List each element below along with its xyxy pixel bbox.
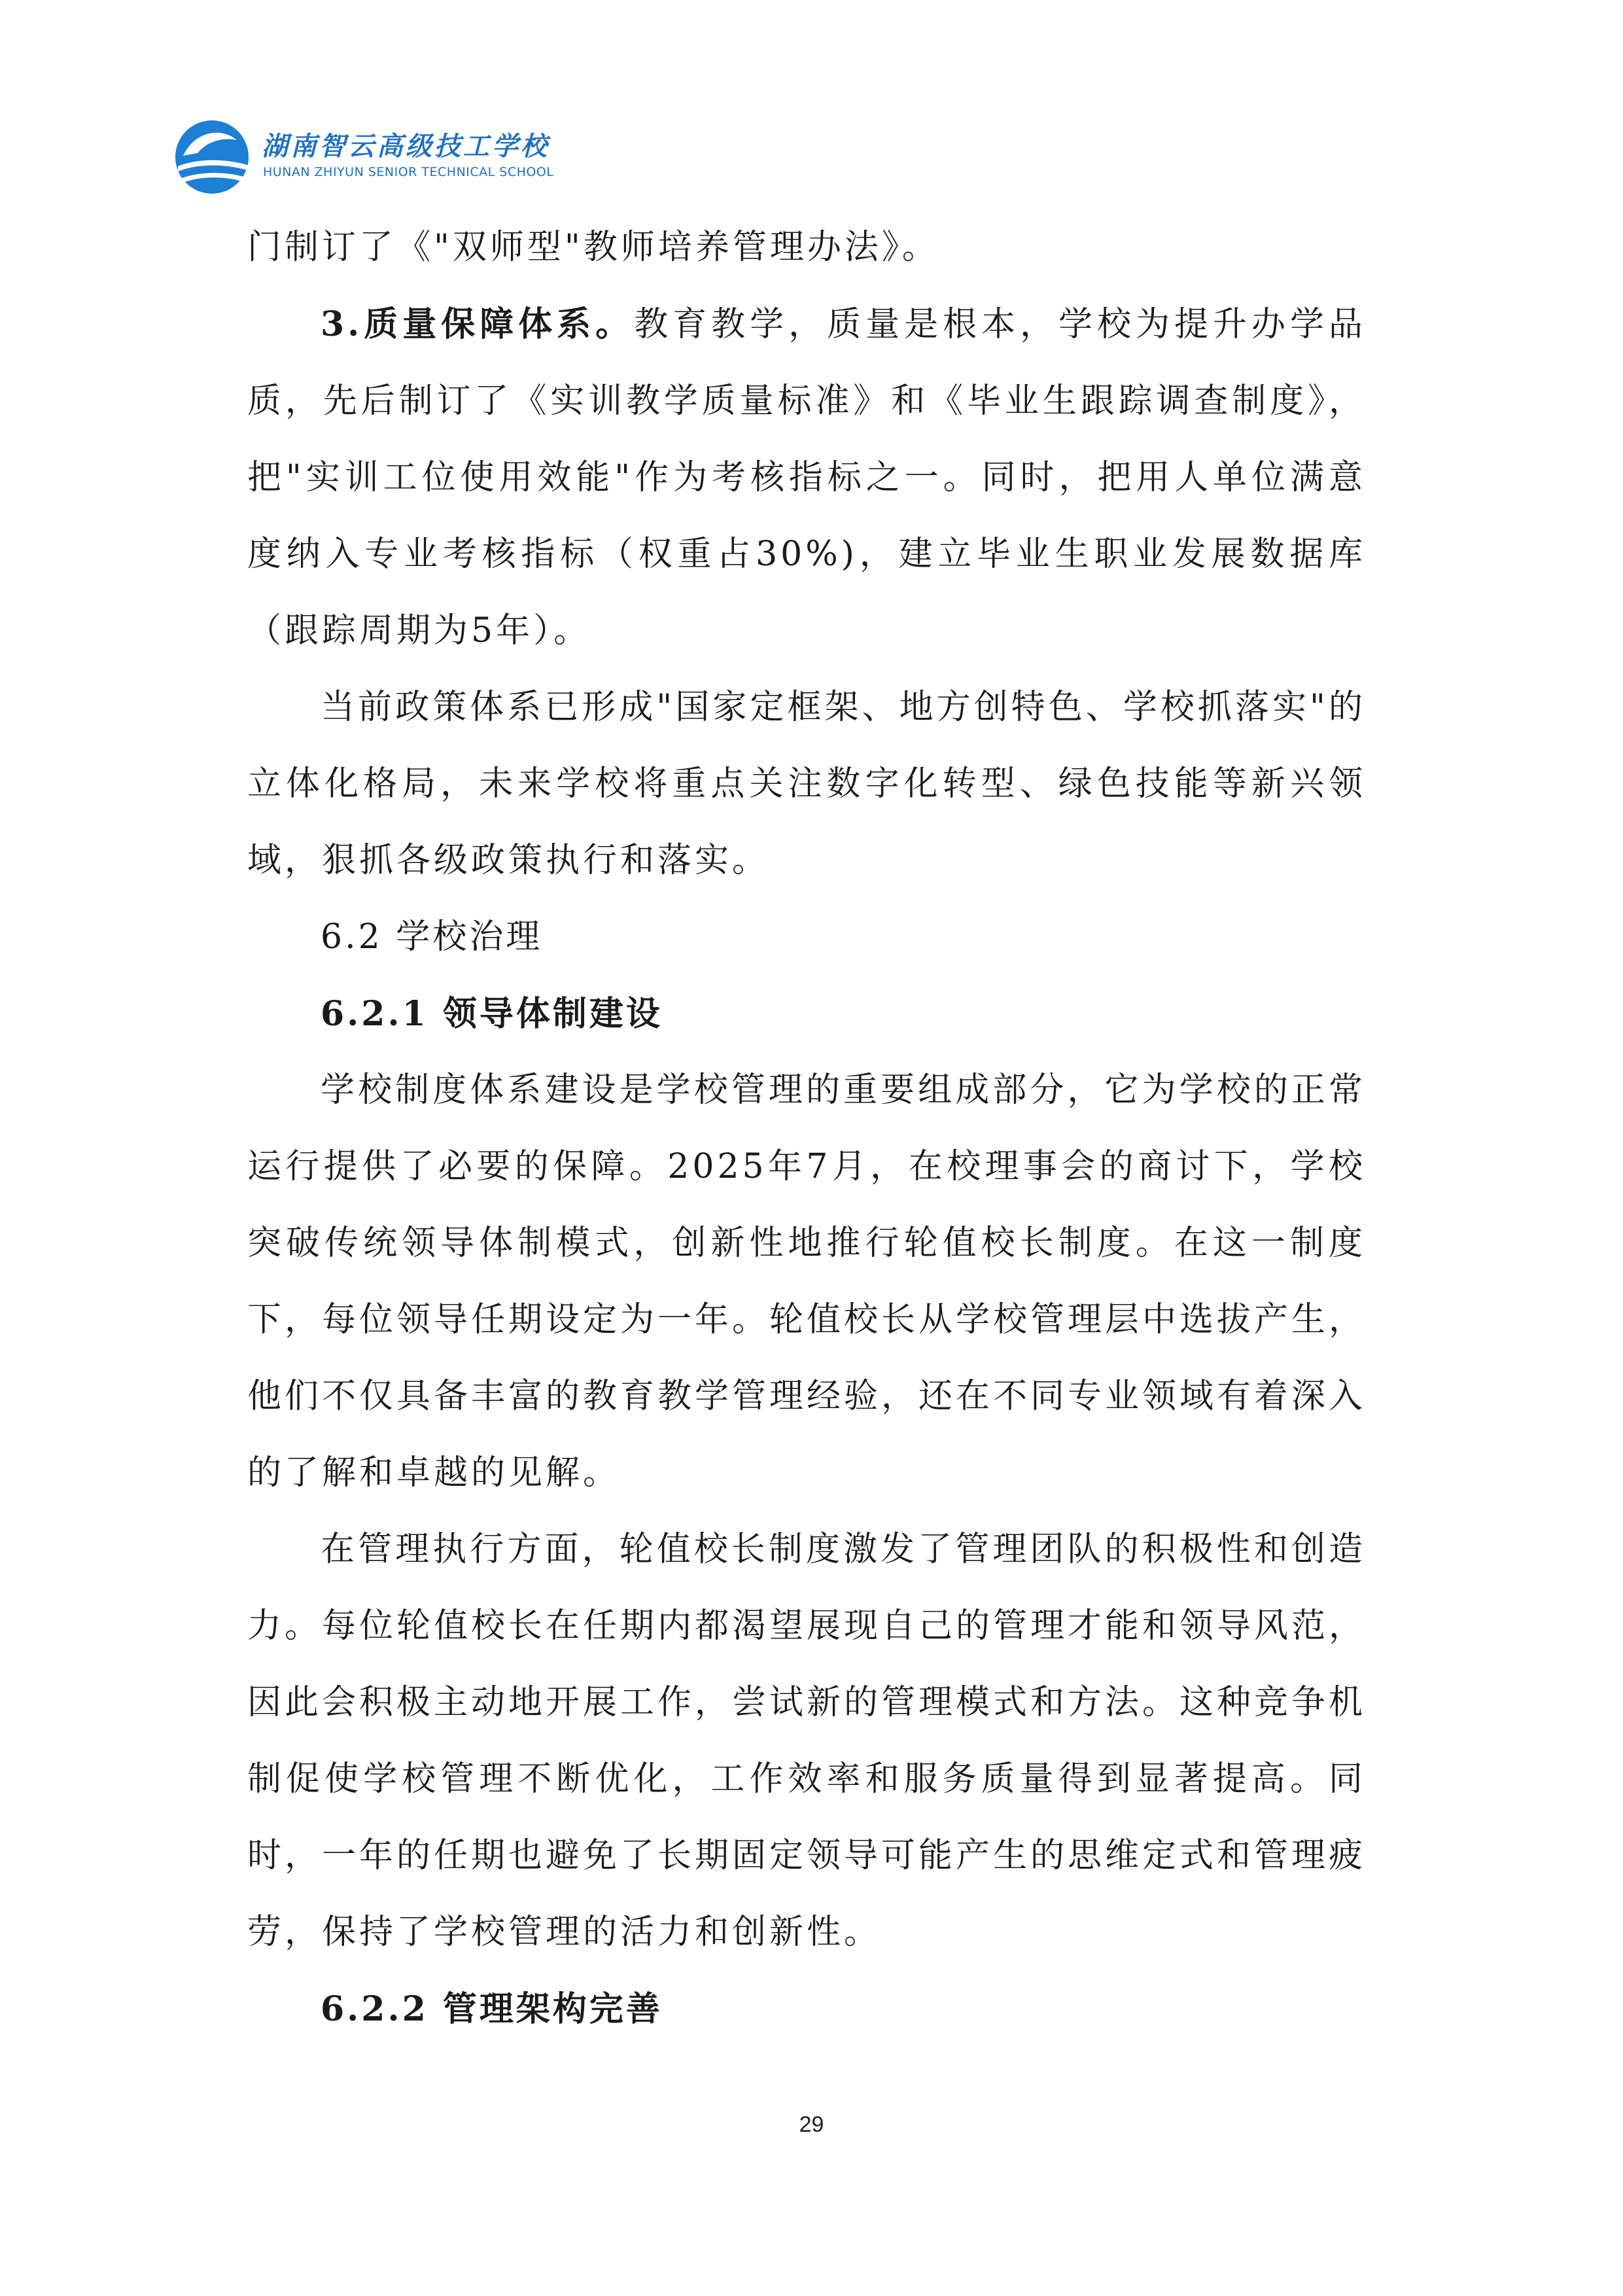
paragraph-quality-assurance [247,286,1366,669]
section-heading-6-2-2: 6.2.2 管理架构完善 [321,1989,663,2029]
paragraph-continuation: 门制订了《"双师型"教师培养管理办法》。 [247,228,939,267]
quality-assurance-text: 教育教学，质量是根本，学校为提升办学品质，先后制订了《实训教学质量标准》和《毕业生跟踪调查制度》，把"实训工位使用效能"作为考核指标之一。同时，把用人单位满意度纳入专业考核指标（权重占30%)，建立毕业生职业发展数据库（跟踪周期为5年）。 [247,305,1366,650]
school-name-english: HUNAN ZHIYUN SENIOR TECHNICAL SCHOOL [263,165,554,179]
paragraph-management: 在管理执行方面，轮值校长制度激发了管理团队的积极性和创造力。每位轮值校长在任期内都渴望展现自己的管理才能和领导风范，因此会积极主动地开展工作，尝试新的管理模式和方法。这种竞争机制促使学校管理不断优化，工作效率和服务质量得到显著提高。同时，一年的任期也避免了长期固定领导可能产生的思维定式和管理疲劳，保持了学校管理的活力和创新性。 [247,1530,1367,1952]
school-logo-icon [169,118,255,196]
section-heading-6-2-1: 6.2.1 领导体制建设 [321,994,663,1034]
paragraph-policy-summary: 当前政策体系已形成"国家定框架、地方创特色、学校抓落实"的立体化格局，未来学校将重点关注数字化转型、绿色技能等新兴领域，狠抓各级政策执行和落实。 [247,688,1366,880]
school-name: 湖南智云高级技工学校 [262,132,550,162]
section-heading-6-2: 6.2 学校治理 [321,917,543,957]
page-number: 29 [799,2112,824,2137]
paragraph-leadership: 学校制度体系建设是学校管理的重要组成部分，它为学校的正常运行提供了必要的保障。2025年7月，在校理事会的商讨下，学校突破传统领导体制模式，创新性地推行轮值校长制度。在这一制度下，每位领导任期设定为一年。轮值校长从学校管理层中选拔产生，他们不仅具备丰富的教育教学管理经验，还在不同专业领域有着深入的了解和卓越的见解。 [247,1070,1367,1492]
school-header [169,118,574,196]
document-body [247,209,1366,2047]
quality-assurance-title: 3.质量保障体系。 [321,304,635,344]
